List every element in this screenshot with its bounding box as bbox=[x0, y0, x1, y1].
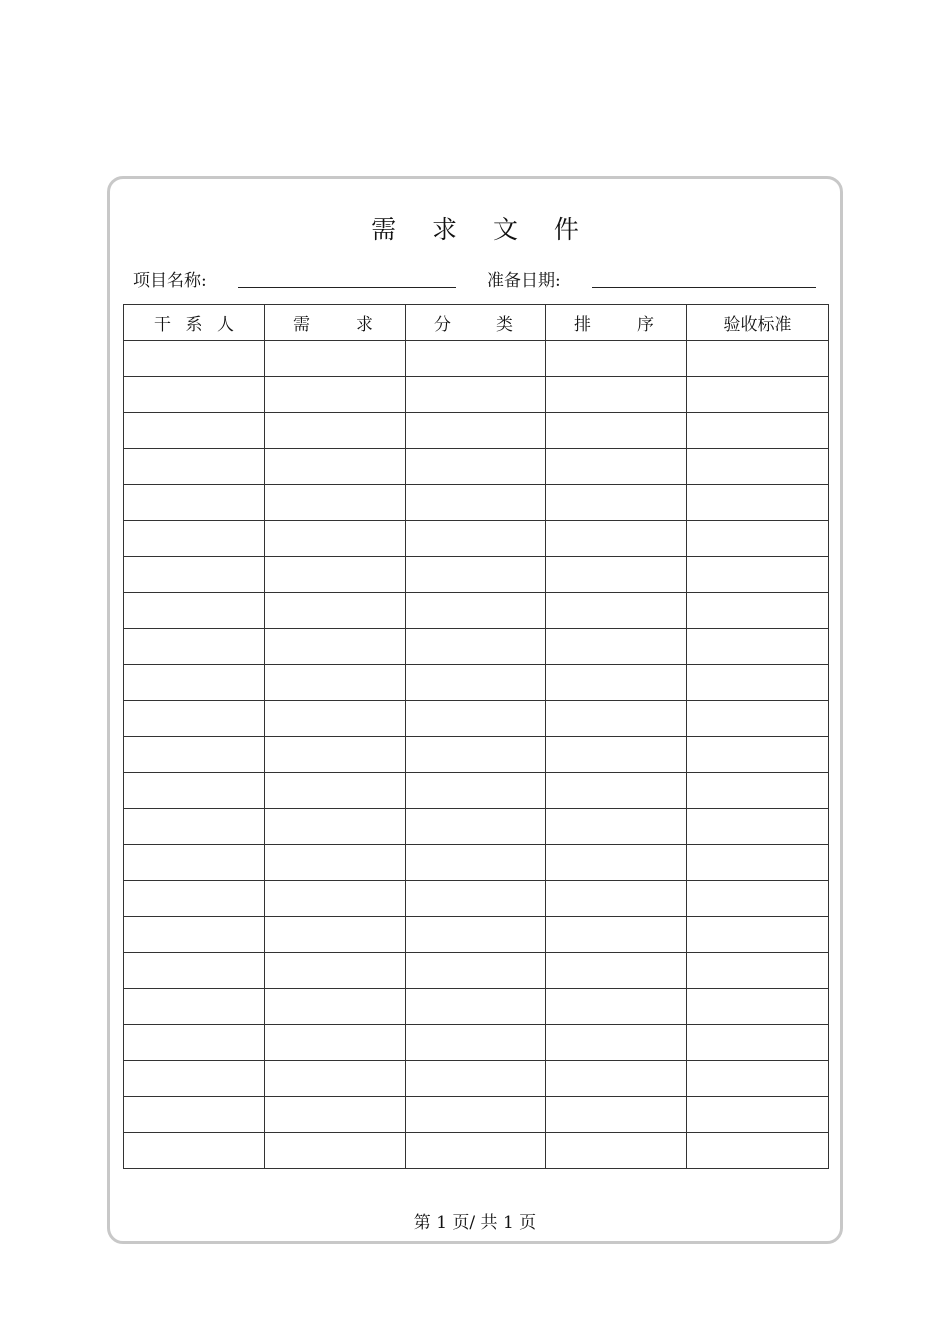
table-cell[interactable] bbox=[687, 809, 829, 845]
table-cell[interactable] bbox=[124, 701, 265, 737]
table-cell[interactable] bbox=[124, 449, 265, 485]
header-priority: 排 序 bbox=[546, 305, 687, 341]
table-cell[interactable] bbox=[406, 593, 546, 629]
table-cell[interactable] bbox=[265, 737, 406, 773]
page-number: 第 1 页/ 共 1 页 bbox=[413, 1213, 537, 1233]
project-name-label: 项目名称: bbox=[133, 271, 207, 291]
table-row bbox=[124, 1061, 829, 1097]
table-row bbox=[124, 1025, 829, 1061]
table-cell[interactable] bbox=[687, 449, 829, 485]
table-cell[interactable] bbox=[546, 773, 687, 809]
table-cell[interactable] bbox=[406, 485, 546, 521]
table-cell[interactable] bbox=[546, 881, 687, 917]
table-body bbox=[124, 341, 829, 1169]
table-cell[interactable] bbox=[687, 413, 829, 449]
table-cell[interactable] bbox=[124, 953, 265, 989]
table-cell[interactable] bbox=[265, 701, 406, 737]
table-row bbox=[124, 341, 829, 377]
prep-date-label: 准备日期: bbox=[487, 271, 561, 291]
table-row bbox=[124, 917, 829, 953]
table-cell[interactable] bbox=[265, 881, 406, 917]
table-cell[interactable] bbox=[687, 917, 829, 953]
table-row bbox=[124, 413, 829, 449]
table-cell[interactable] bbox=[406, 449, 546, 485]
table-cell[interactable] bbox=[124, 737, 265, 773]
table-cell[interactable] bbox=[124, 809, 265, 845]
table-cell[interactable] bbox=[687, 953, 829, 989]
table-cell[interactable] bbox=[546, 1025, 687, 1061]
table-cell[interactable] bbox=[687, 845, 829, 881]
table-cell[interactable] bbox=[265, 521, 406, 557]
prep-date-field[interactable] bbox=[592, 287, 816, 288]
table-row bbox=[124, 1097, 829, 1133]
table-cell[interactable] bbox=[546, 593, 687, 629]
header-category: 分 类 bbox=[406, 305, 546, 341]
table-row bbox=[124, 845, 829, 881]
table-row bbox=[124, 989, 829, 1025]
table-cell[interactable] bbox=[265, 485, 406, 521]
table-cell[interactable] bbox=[546, 665, 687, 701]
header-stakeholder: 干 系 人 bbox=[124, 305, 265, 341]
table-row bbox=[124, 953, 829, 989]
table-cell[interactable] bbox=[124, 773, 265, 809]
table-cell[interactable] bbox=[687, 341, 829, 377]
table-row bbox=[124, 881, 829, 917]
table-cell[interactable] bbox=[546, 701, 687, 737]
table-cell[interactable] bbox=[687, 701, 829, 737]
table-cell[interactable] bbox=[687, 485, 829, 521]
table-cell[interactable] bbox=[265, 809, 406, 845]
table-cell[interactable] bbox=[124, 413, 265, 449]
table-cell[interactable] bbox=[546, 413, 687, 449]
table-cell[interactable] bbox=[406, 773, 546, 809]
table-cell[interactable] bbox=[546, 521, 687, 557]
table-cell[interactable] bbox=[265, 773, 406, 809]
table-row bbox=[124, 665, 829, 701]
table-cell[interactable] bbox=[124, 485, 265, 521]
project-name-field[interactable] bbox=[238, 287, 456, 288]
table-cell[interactable] bbox=[687, 1097, 829, 1133]
table-cell[interactable] bbox=[687, 593, 829, 629]
table-cell[interactable] bbox=[124, 845, 265, 881]
table-cell[interactable] bbox=[265, 341, 406, 377]
table-cell[interactable] bbox=[406, 701, 546, 737]
table-cell[interactable] bbox=[265, 953, 406, 989]
table-cell[interactable] bbox=[265, 1025, 406, 1061]
table-cell[interactable] bbox=[546, 629, 687, 665]
table-cell[interactable] bbox=[265, 917, 406, 953]
table-cell[interactable] bbox=[406, 809, 546, 845]
table-cell[interactable] bbox=[265, 989, 406, 1025]
table-cell[interactable] bbox=[687, 1133, 829, 1169]
table-cell[interactable] bbox=[124, 989, 265, 1025]
table-cell[interactable] bbox=[406, 953, 546, 989]
table-cell[interactable] bbox=[406, 1025, 546, 1061]
table-cell[interactable] bbox=[406, 737, 546, 773]
table-row bbox=[124, 449, 829, 485]
table-cell[interactable] bbox=[687, 557, 829, 593]
header-requirement: 需 求 bbox=[265, 305, 406, 341]
table-row bbox=[124, 1133, 829, 1169]
table-cell[interactable] bbox=[546, 989, 687, 1025]
table-cell[interactable] bbox=[687, 665, 829, 701]
table-cell[interactable] bbox=[406, 665, 546, 701]
table-cell[interactable] bbox=[124, 377, 265, 413]
table-row bbox=[124, 809, 829, 845]
table-row bbox=[124, 557, 829, 593]
table-row bbox=[124, 485, 829, 521]
table-cell[interactable] bbox=[687, 881, 829, 917]
table-cell[interactable] bbox=[546, 809, 687, 845]
table-cell[interactable] bbox=[546, 953, 687, 989]
table-cell[interactable] bbox=[124, 1025, 265, 1061]
table-row bbox=[124, 521, 829, 557]
requirements-table bbox=[123, 304, 829, 1169]
table-cell[interactable] bbox=[124, 917, 265, 953]
table-cell[interactable] bbox=[687, 737, 829, 773]
table-cell[interactable] bbox=[546, 845, 687, 881]
table-cell[interactable] bbox=[546, 917, 687, 953]
table-cell[interactable] bbox=[265, 557, 406, 593]
table-cell[interactable] bbox=[406, 629, 546, 665]
table-cell[interactable] bbox=[687, 1061, 829, 1097]
table-cell[interactable] bbox=[265, 593, 406, 629]
table-cell[interactable] bbox=[406, 881, 546, 917]
table-cell[interactable] bbox=[546, 1061, 687, 1097]
table-cell[interactable] bbox=[124, 1061, 265, 1097]
header-acceptance-criteria: 验收标准 bbox=[687, 305, 829, 341]
table-cell[interactable] bbox=[406, 917, 546, 953]
table-cell[interactable] bbox=[265, 1061, 406, 1097]
table-row bbox=[124, 737, 829, 773]
table-cell[interactable] bbox=[406, 1097, 546, 1133]
table-cell[interactable] bbox=[546, 485, 687, 521]
table-cell[interactable] bbox=[265, 1097, 406, 1133]
table-cell[interactable] bbox=[687, 1025, 829, 1061]
table-cell[interactable] bbox=[124, 1097, 265, 1133]
table-cell[interactable] bbox=[406, 989, 546, 1025]
table-cell[interactable] bbox=[265, 845, 406, 881]
table-cell[interactable] bbox=[265, 377, 406, 413]
table-row bbox=[124, 593, 829, 629]
table-row bbox=[124, 377, 829, 413]
table-cell[interactable] bbox=[406, 845, 546, 881]
table-cell[interactable] bbox=[406, 521, 546, 557]
table-row bbox=[124, 701, 829, 737]
table-header-row bbox=[124, 305, 829, 341]
table-cell[interactable] bbox=[406, 341, 546, 377]
table-cell[interactable] bbox=[406, 1133, 546, 1169]
table-cell[interactable] bbox=[124, 557, 265, 593]
table-cell[interactable] bbox=[124, 665, 265, 701]
table-row bbox=[124, 629, 829, 665]
table-cell[interactable] bbox=[124, 881, 265, 917]
table-cell[interactable] bbox=[406, 1061, 546, 1097]
table-cell[interactable] bbox=[546, 377, 687, 413]
table-cell[interactable] bbox=[265, 413, 406, 449]
table-cell[interactable] bbox=[124, 1133, 265, 1169]
table-cell[interactable] bbox=[546, 449, 687, 485]
table-cell[interactable] bbox=[265, 1133, 406, 1169]
table-cell[interactable] bbox=[687, 377, 829, 413]
table-cell[interactable] bbox=[546, 341, 687, 377]
table-cell[interactable] bbox=[406, 413, 546, 449]
table-cell[interactable] bbox=[687, 521, 829, 557]
table-cell[interactable] bbox=[406, 557, 546, 593]
table-cell[interactable] bbox=[546, 557, 687, 593]
table-cell[interactable] bbox=[124, 341, 265, 377]
document-title: 需 求 文 件 bbox=[371, 215, 593, 244]
table-cell[interactable] bbox=[265, 449, 406, 485]
table-cell[interactable] bbox=[265, 629, 406, 665]
table-cell[interactable] bbox=[265, 665, 406, 701]
table-row bbox=[124, 773, 829, 809]
table-cell[interactable] bbox=[546, 737, 687, 773]
table-cell[interactable] bbox=[124, 593, 265, 629]
table-cell[interactable] bbox=[406, 377, 546, 413]
table-cell[interactable] bbox=[687, 989, 829, 1025]
table-cell[interactable] bbox=[687, 773, 829, 809]
table-cell[interactable] bbox=[687, 629, 829, 665]
table-cell[interactable] bbox=[546, 1133, 687, 1169]
table-cell[interactable] bbox=[124, 629, 265, 665]
table-cell[interactable] bbox=[124, 521, 265, 557]
table-cell[interactable] bbox=[546, 1097, 687, 1133]
